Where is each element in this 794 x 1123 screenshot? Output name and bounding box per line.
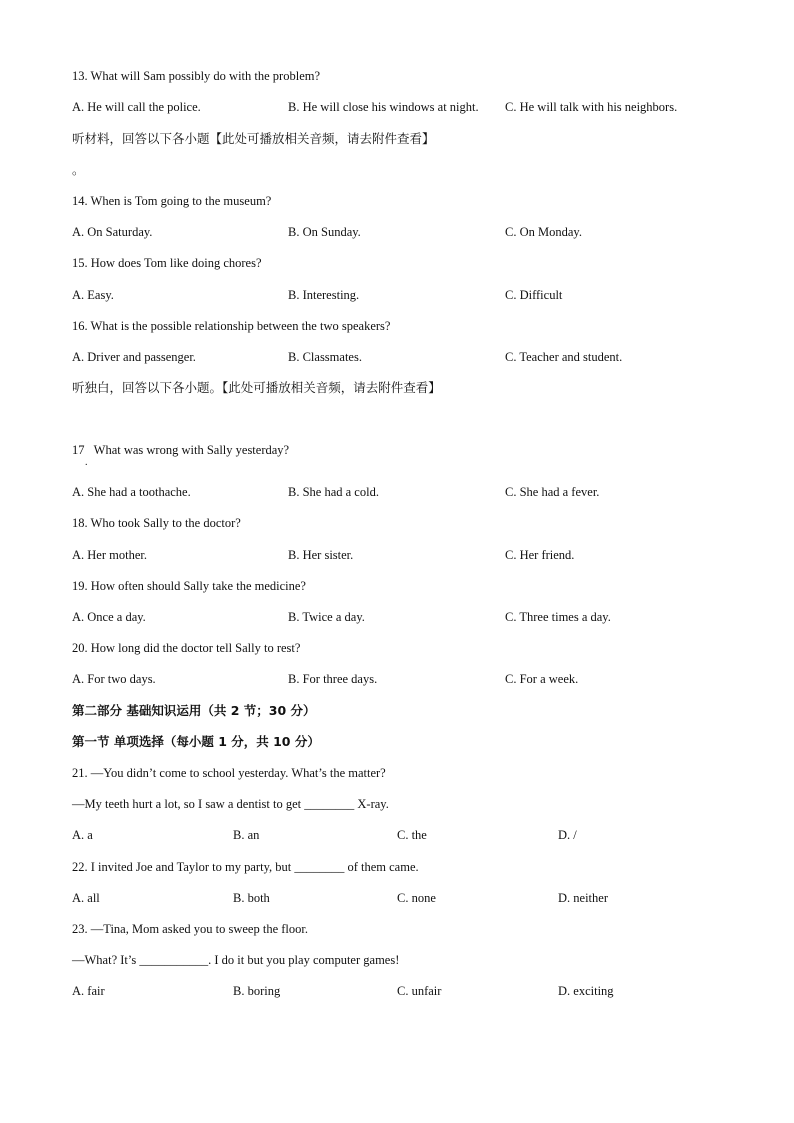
q23-option-a: A. fair	[72, 984, 105, 998]
q15-option-c: C. Difficult	[505, 288, 563, 302]
q21-option-d: D. /	[558, 828, 577, 842]
q18-option-b: B. Her sister.	[288, 548, 354, 562]
q20-option-b: B. For three days.	[288, 672, 378, 686]
q15-option-b: B. Interesting.	[288, 288, 360, 302]
question-22-stem: 22. I invited Joe and Taylor to my party, but ________ of them came.	[72, 860, 419, 874]
q19-option-c: C. Three times a day.	[505, 610, 611, 624]
q22-option-c: C. none	[397, 891, 436, 905]
question-13-stem: 13. What will Sam possibly do with the problem?	[72, 69, 321, 83]
question-20-stem: 20. How long did the doctor tell Sally to rest?	[72, 641, 301, 655]
q20-option-c: C. For a week.	[505, 672, 579, 686]
section-1-title: 第一节 单项选择（每小题 1 分，共 10 分）	[72, 734, 320, 749]
listen-monologue-instruction: 听独白，回答以下各小题。【此处可播放相关音频，请去附件查看】	[72, 380, 441, 395]
q17-option-c: C. She had a fever.	[505, 485, 600, 499]
question-18-stem: 18. Who took Sally to the doctor?	[72, 516, 241, 530]
question-15-stem: 15. How does Tom like doing chores?	[72, 256, 262, 270]
q23-option-b: B. boring	[233, 984, 281, 998]
q17-dot: .	[85, 457, 88, 468]
q19-option-a: A. Once a day.	[72, 610, 146, 624]
question-23-line2: —What? It’s ___________. I do it but you play computer games!	[72, 953, 400, 967]
instruction-period: 。	[72, 162, 85, 177]
q18-option-c: C. Her friend.	[505, 548, 575, 562]
q22-option-d: D. neither	[558, 891, 608, 905]
q16-option-c: C. Teacher and student.	[505, 350, 623, 364]
q13-option-b: B. He will close his windows at night.	[288, 100, 479, 114]
q13-option-c: C. He will talk with his neighbors.	[505, 100, 678, 114]
q21-option-c: C. the	[397, 828, 427, 842]
q23-option-c: C. unfair	[397, 984, 442, 998]
q18-option-a: A. Her mother.	[72, 548, 147, 562]
q21-option-b: B. an	[233, 828, 260, 842]
q14-option-a: A. On Saturday.	[72, 225, 153, 239]
listen-material-instruction: 听材料，回答以下各小题【此处可播放相关音频，请去附件查看】	[72, 131, 435, 146]
q16-option-b: B. Classmates.	[288, 350, 362, 364]
q14-option-b: B. On Sunday.	[288, 225, 361, 239]
q20-option-a: A. For two days.	[72, 672, 156, 686]
question-16-stem: 16. What is the possible relationship between the two speakers?	[72, 319, 391, 333]
q19-option-b: B. Twice a day.	[288, 610, 365, 624]
q17-option-b: B. She had a cold.	[288, 485, 379, 499]
q22-option-b: B. both	[233, 891, 270, 905]
question-17-stem: 17 What was wrong with Sally yesterday?	[72, 443, 290, 457]
q22-option-a: A. all	[72, 891, 100, 905]
part-2-title: 第二部分 基础知识运用（共 2 节；30 分）	[72, 703, 316, 718]
question-14-stem: 14. When is Tom going to the museum?	[72, 194, 272, 208]
q17-option-a: A. She had a toothache.	[72, 485, 191, 499]
question-21-stem: 21. —You didn’t come to school yesterday. What’s the matter?	[72, 766, 386, 780]
question-23-stem: 23. —Tina, Mom asked you to sweep the floor.	[72, 922, 308, 936]
q14-option-c: C. On Monday.	[505, 225, 582, 239]
q21-option-a: A. a	[72, 828, 93, 842]
q23-option-d: D. exciting	[558, 984, 614, 998]
question-21-line2: —My teeth hurt a lot, so I saw a dentist to get ________ X-ray.	[72, 797, 389, 811]
question-19-stem: 19. How often should Sally take the medicine?	[72, 579, 306, 593]
q13-option-a: A. He will call the police.	[72, 100, 201, 114]
q16-option-a: A. Driver and passenger.	[72, 350, 196, 364]
q15-option-a: A. Easy.	[72, 288, 114, 302]
